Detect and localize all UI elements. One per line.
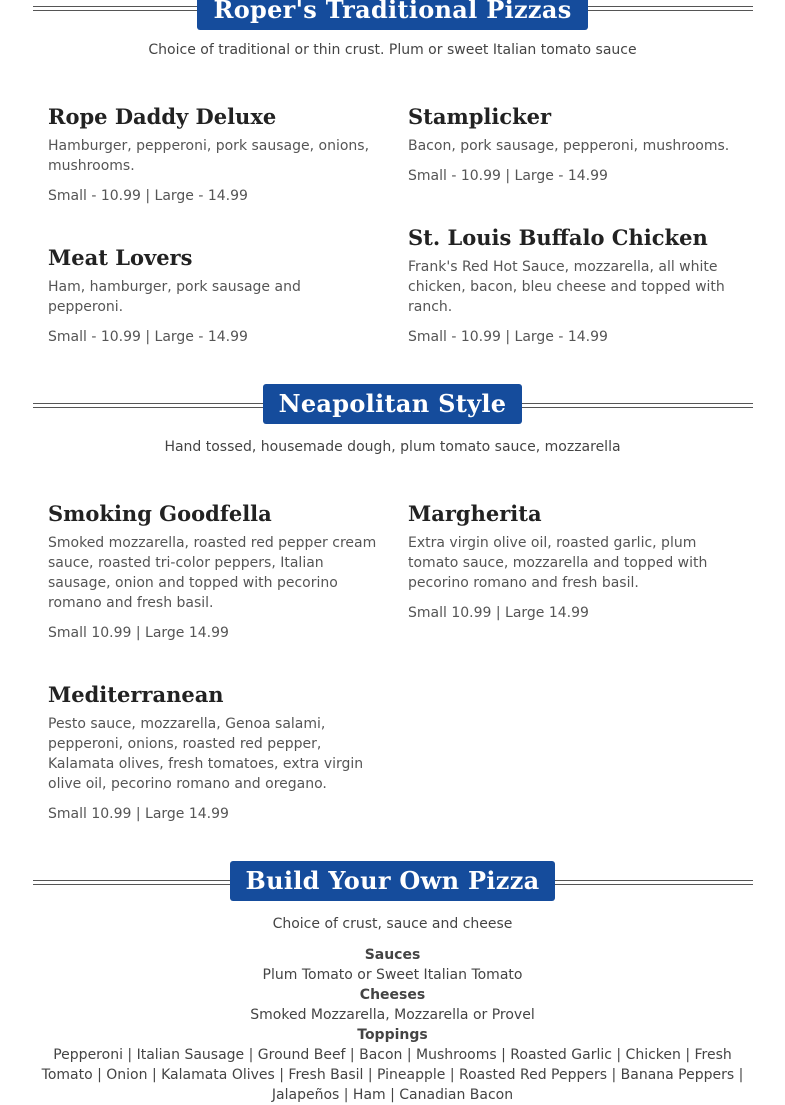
menu-item-desc: Bacon, pork sausage, pepperoni, mushrooms. [408, 138, 730, 154]
section-title-neapolitan [0, 384, 785, 424]
cheeses-list: Smoked Mozzarella, Mozzarella or Provel [250, 1007, 535, 1023]
sauces-list: Plum Tomato or Sweet Italian Tomato [262, 967, 523, 983]
section-title-traditional-label: Roper's Traditional Pizzas [197, 0, 587, 30]
menu-item-desc: Smoked mozzarella, roasted red pepper cream sauce, roasted tri-color peppers, Italian sausage, onion and topped with pecorino romano and fresh basil. [48, 535, 377, 611]
cheeses-label: Cheeses [359, 987, 426, 1003]
menu-item-price: Small - 10.99 | Large - 14.99 [408, 329, 608, 345]
menu-item-price: Small - 10.99 | Large - 14.99 [48, 188, 248, 204]
menu-item-price: Small 10.99 | Large 14.99 [408, 605, 589, 621]
menu-item [48, 104, 380, 206]
menu-item-name: Margherita [408, 501, 542, 526]
menu-item-name: St. Louis Buffalo Chicken [408, 225, 708, 250]
menu-item-price: Small 10.99 | Large 14.99 [48, 806, 229, 822]
menu-item [408, 501, 740, 623]
menu-item-price: Small - 10.99 | Large - 14.99 [48, 329, 248, 345]
menu-item [408, 104, 740, 186]
section-title-byo [0, 861, 785, 901]
menu-item [48, 501, 380, 643]
menu-item-desc: Hamburger, pepperoni, pork sausage, onions, mushrooms. [48, 138, 370, 174]
menu-item-desc: Frank's Red Hot Sauce, mozzarella, all white chicken, bacon, bleu cheese and topped with ranch. [408, 259, 725, 315]
menu-item-name: Stamplicker [408, 104, 552, 129]
menu-item-name: Mediterranean [48, 682, 224, 707]
menu-item-price: Small - 10.99 | Large - 14.99 [408, 168, 608, 184]
menu-item [48, 682, 380, 824]
section-subtitle-traditional: Choice of traditional or thin crust. Plum or sweet Italian tomato sauce [148, 42, 637, 58]
section-subtitle-byo: Choice of crust, sauce and cheese [272, 916, 513, 932]
section-title-traditional [0, 0, 785, 30]
sauces-label: Sauces [364, 947, 421, 963]
menu-item-name: Meat Lovers [48, 245, 193, 270]
section-title-neapolitan-label: Neapolitan Style [263, 384, 523, 424]
toppings-list: Pepperoni | Italian Sausage | Ground Beef | Bacon | Mushrooms | Roasted Garlic | Chicken | Fresh Tomato | Onion | Kalamata Olives | Fresh Basil | Pineapple | Roasted Red Peppers | Banana Peppers | Jalapeños | Ham | Canadian Bacon [41, 1047, 744, 1103]
menu-item [48, 245, 380, 347]
byo-options [40, 945, 745, 1105]
toppings-label: Toppings [357, 1027, 428, 1043]
section-title-byo-label: Build Your Own Pizza [230, 861, 556, 901]
section-subtitle-neapolitan: Hand tossed, housemade dough, plum tomato sauce, mozzarella [164, 439, 621, 455]
menu-item-desc: Extra virgin olive oil, roasted garlic, plum tomato sauce, mozzarella and topped with pecorino romano and fresh basil. [408, 535, 708, 591]
menu-item-name: Rope Daddy Deluxe [48, 104, 277, 129]
menu-item-name: Smoking Goodfella [48, 501, 272, 526]
menu-item-desc: Pesto sauce, mozzarella, Genoa salami, pepperoni, onions, roasted red pepper, Kalamata olives, fresh tomatoes, extra virgin olive oil, pecorino romano and oregano. [48, 716, 364, 792]
menu-item [408, 225, 740, 347]
menu-item-price: Small 10.99 | Large 14.99 [48, 625, 229, 641]
menu-item-desc: Ham, hamburger, pork sausage and pepperoni. [48, 279, 301, 315]
